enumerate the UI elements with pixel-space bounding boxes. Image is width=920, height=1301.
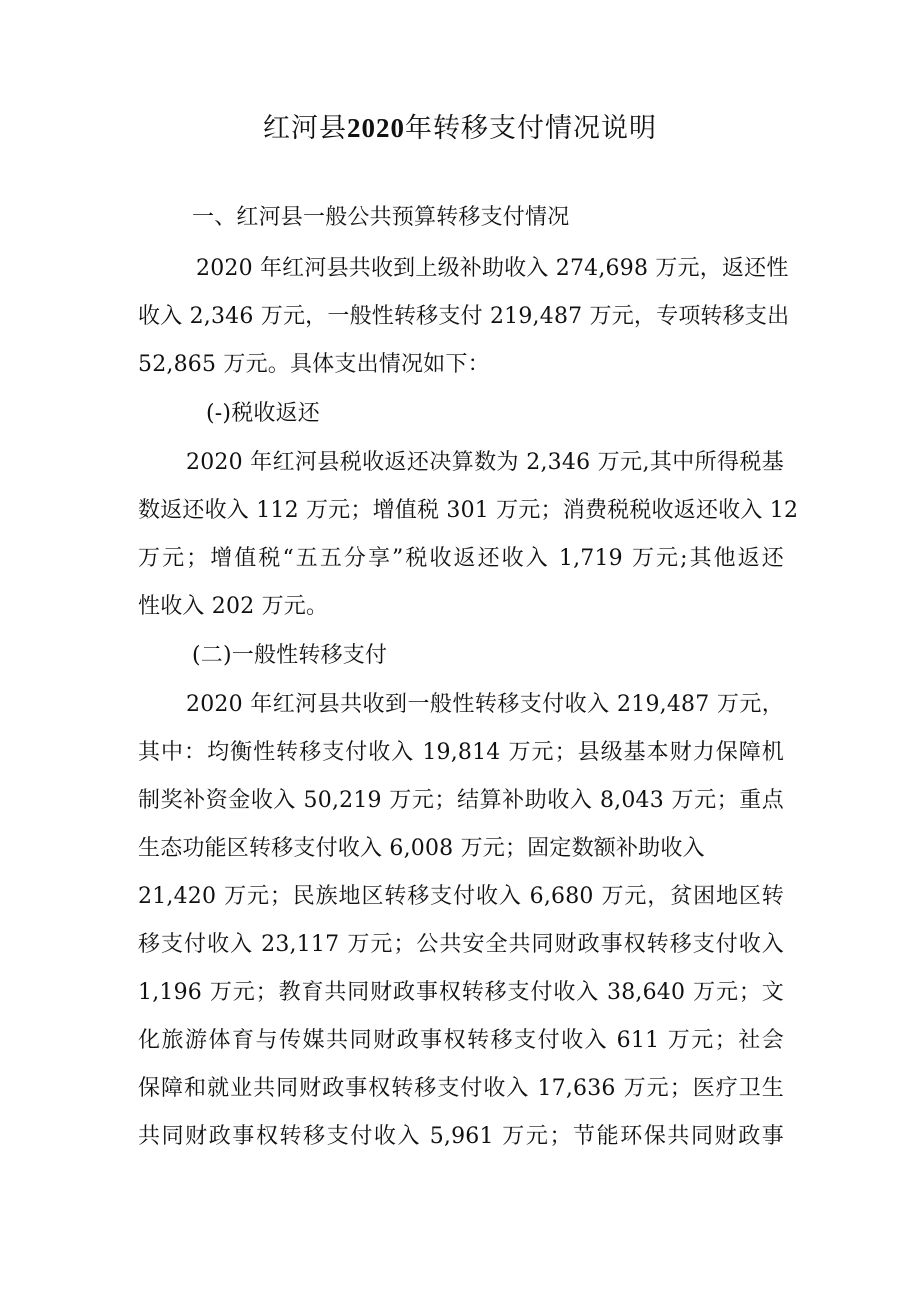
title-suffix: 年转移支付情况说明 bbox=[405, 113, 657, 144]
paragraph-line: 收入 2,346 万元，一般性转移支付 219,487 万元，专项转移支出 bbox=[138, 304, 790, 329]
paragraph-line: 2020 年红河县共收到上级补助收入 274,698 万元，返还性 bbox=[196, 256, 789, 281]
paragraph-line: 移支付收入 23,117 万元；公共安全共同财政事权转移支付收入 bbox=[138, 932, 784, 957]
paragraph-line: 21,420 万元；民族地区转移支付收入 6,680 万元，贫困地区转 bbox=[138, 884, 784, 909]
subsection-heading-general-transfer: (二)一般性转移支付 bbox=[192, 643, 388, 668]
title-year: 2020 bbox=[347, 113, 405, 143]
paragraph-line: 制奖补资金收入 50,219 万元；结算补助收入 8,043 万元；重点 bbox=[138, 788, 784, 813]
title-prefix: 红河县 bbox=[263, 113, 347, 144]
paragraph-line: 其中：均衡性转移支付收入 19,814 万元；县级基本财力保障机 bbox=[138, 740, 784, 765]
paragraph-line: 共同财政事权转移支付收入 5,961 万元；节能环保共同财政事 bbox=[138, 1124, 784, 1149]
paragraph-line: 保障和就业共同财政事权转移支付收入 17,636 万元；医疗卫生 bbox=[138, 1076, 784, 1101]
subsection-heading-tax-return: (-)税收返还 bbox=[206, 401, 320, 426]
paragraph-line: 1,196 万元；教育共同财政事权转移支付收入 38,640 万元；文 bbox=[138, 980, 784, 1005]
section-heading-1: 一、红河县一般公共预算转移支付情况 bbox=[192, 205, 570, 230]
paragraph-line: 2020 年红河县共收到一般性转移支付收入 219,487 万元， bbox=[186, 692, 784, 717]
paragraph-line: 2020 年红河县税收返还决算数为 2,346 万元,其中所得税基 bbox=[186, 450, 784, 475]
document-title bbox=[0, 108, 920, 149]
paragraph-line: 万元；增值税“五五分享”税收返还收入 1,719 万元;其他返还 bbox=[138, 546, 784, 571]
paragraph-line: 数返还收入 112 万元；增值税 301 万元；消费税税收返还收入 12 bbox=[138, 498, 799, 523]
paragraph-line: 性收入 202 万元。 bbox=[138, 594, 329, 619]
paragraph-line: 52,865 万元。具体支出情况如下： bbox=[138, 352, 490, 377]
paragraph-line: 化旅游体育与传媒共同财政事权转移支付收入 611 万元；社会 bbox=[138, 1028, 784, 1053]
paragraph-line: 生态功能区转移支付收入 6,008 万元；固定数额补助收入 bbox=[138, 836, 705, 861]
